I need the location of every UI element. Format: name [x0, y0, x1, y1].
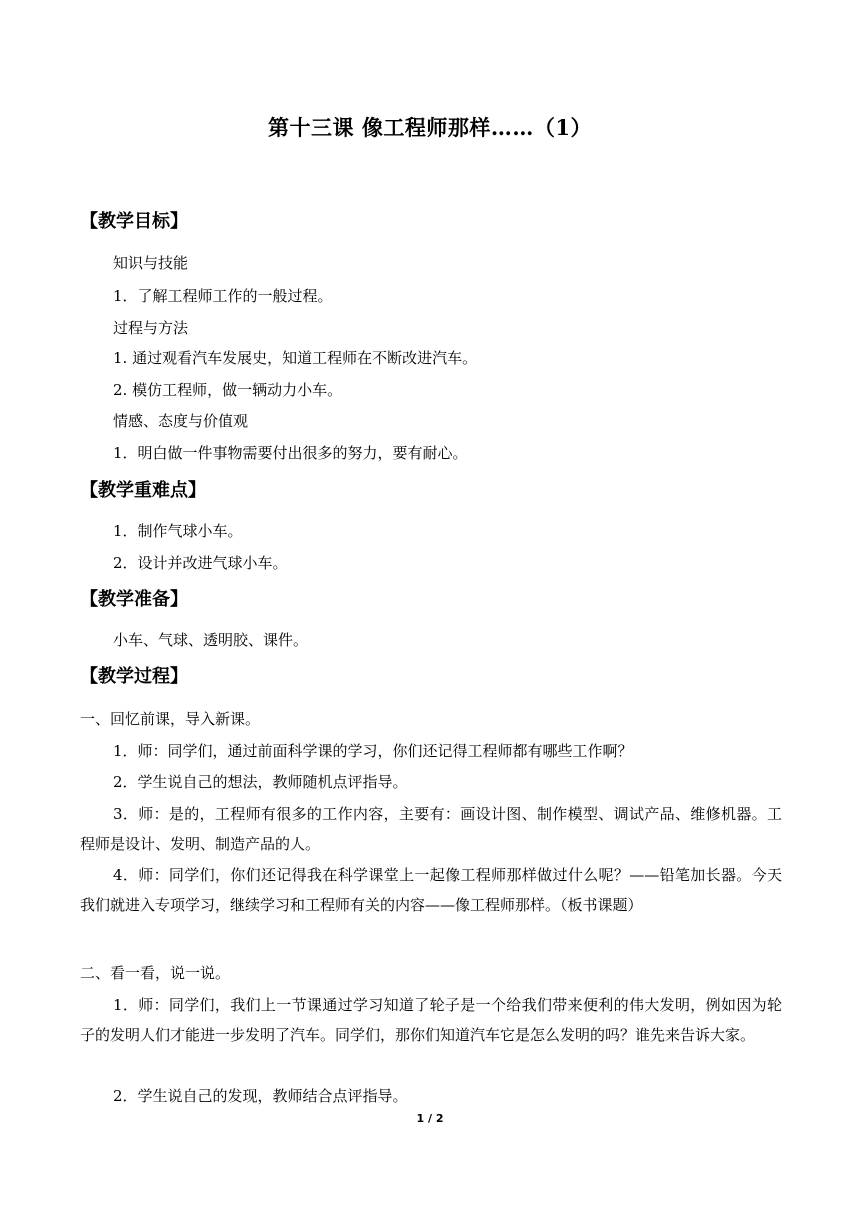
process-heading: 【教学过程】 [80, 666, 188, 687]
goals-item: 1．了解工程师工作的一般过程。 [113, 287, 333, 305]
process-paragraph [80, 990, 782, 1050]
goals-item: 知识与技能 [113, 254, 189, 272]
process-paragraph [80, 860, 782, 920]
page-title: 第十三课 像工程师那样……（1） [268, 115, 592, 140]
paragraph-text: 1．师：同学们，我们上一节课通过学习知道了轮子是一个给我们带来便利的伟大发明，例如因为轮子的发明人们才能进一步发明了汽车。同学们，那你们知道汽车它是怎么发明的吗？谁先来告诉大家。 [80, 996, 782, 1044]
key-points-heading: 【教学重难点】 [80, 480, 206, 501]
process-part1-title: 一、回忆前课，导入新课。 [80, 710, 261, 728]
goals-item: 1. 通过观看汽车发展史，知道工程师在不断改进汽车。 [113, 349, 478, 367]
prep-heading: 【教学准备】 [80, 589, 188, 610]
process-part2-title: 二、看一看，说一说。 [80, 964, 231, 982]
goals-item: 1．明白做一件事物需要付出很多的努力，要有耐心。 [113, 444, 468, 462]
prep-item: 小车、气球、透明胶、课件。 [113, 631, 309, 649]
paragraph-text: 3．师：是的，工程师有很多的工作内容，主要有：画设计图、制作模型、调试产品、维修机器。工程师是设计、发明、制造产品的人。 [80, 805, 782, 853]
process-item: 1．师：同学们，通过前面科学课的学习，你们还记得工程师都有哪些工作啊？ [113, 742, 633, 760]
goals-heading: 【教学目标】 [80, 211, 188, 232]
key-points-item: 1．制作气球小车。 [113, 522, 243, 540]
goals-item: 2. 模仿工程师，做一辆动力小车。 [113, 381, 343, 399]
process-paragraph [80, 799, 782, 859]
process-item: 2．学生说自己的想法，教师随机点评指导。 [113, 773, 408, 791]
goals-item: 过程与方法 [113, 319, 189, 337]
process-item: 2．学生说自己的发现，教师结合点评指导。 [113, 1087, 408, 1105]
paragraph-text: 4．师：同学们，你们还记得我在科学课堂上一起像工程师那样做过什么呢？——铅笔加长器。今天我们就进入专项学习，继续学习和工程师有关的内容——像工程师那样。（板书课题） [80, 866, 782, 914]
goals-item: 情感、态度与价值观 [113, 412, 249, 430]
key-points-item: 2．设计并改进气球小车。 [113, 554, 288, 572]
page-number: 1 / 2 [416, 1112, 444, 1125]
